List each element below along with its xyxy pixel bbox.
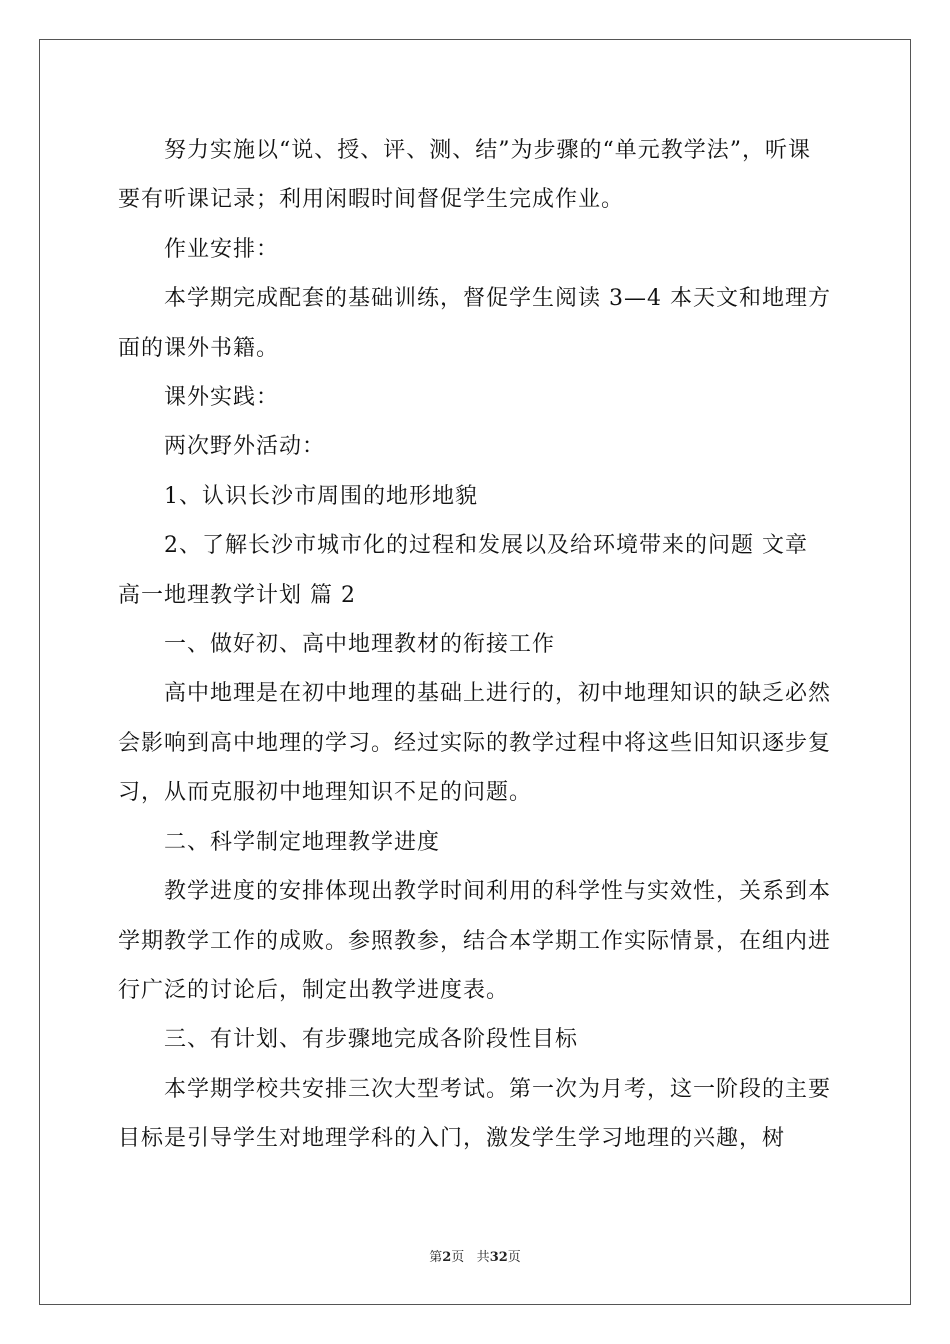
total-page-count: 32 <box>489 1250 508 1265</box>
section-heading: 三、有计划、有步骤地完成各阶段性目标 <box>164 1027 579 1053</box>
page-footer <box>0 1246 950 1265</box>
footer-total-suffix: 页 <box>507 1250 521 1265</box>
paragraph: 本学期完成配套的基础训练，督促学生阅读 3—4 本天文和地理方面的课外书籍。 <box>118 286 831 361</box>
footer-total-prefix: 共 <box>476 1250 490 1265</box>
section-heading: 二、科学制定地理教学进度 <box>164 829 441 855</box>
list-item: 2、了解长沙市城市化的过程和发展以及给环境带来的问题 文章 <box>164 533 808 559</box>
footer-page-word: 页 <box>451 1250 465 1265</box>
paragraph: 两次野外活动： <box>164 434 326 460</box>
paragraph: 教学进度的安排体现出教学时间利用的科学性与实效性，关系到本学期教学工作的成败。参照教参，结合本学期工作实际情景，在组内进行广泛的讨论后，制定出教学进度表。 <box>118 879 832 1003</box>
section-label-practice: 课外实践： <box>164 385 280 411</box>
document-body <box>118 126 833 1164</box>
section-label-homework: 作业安排： <box>164 236 280 262</box>
current-page-number: 2 <box>442 1250 452 1265</box>
paragraph: 努力实施以“说、授、评、测、结”为步骤的“单元教学法”，听课要有听课记录；利用闲暇时间督促学生完成作业。 <box>118 138 811 213</box>
document-title: 高一地理教学计划 篇 2 <box>118 582 356 608</box>
section-heading: 一、做好初、高中地理教材的衔接工作 <box>164 632 556 658</box>
paragraph: 本学期学校共安排三次大型考试。第一次为月考，这一阶段的主要目标是引导学生对地理学科的入门，激发学生学习地理的兴趣，树 <box>118 1076 832 1152</box>
list-item: 1、认识长沙市周围的地形地貌 <box>164 483 478 509</box>
paragraph: 高中地理是在初中地理的基础上进行的，初中地理知识的缺乏必然会影响到高中地理的学习。经过实际的教学过程中将这些旧知识逐步复习，从而克服初中地理知识不足的问题。 <box>118 681 832 806</box>
footer-prefix: 第 <box>429 1250 443 1265</box>
